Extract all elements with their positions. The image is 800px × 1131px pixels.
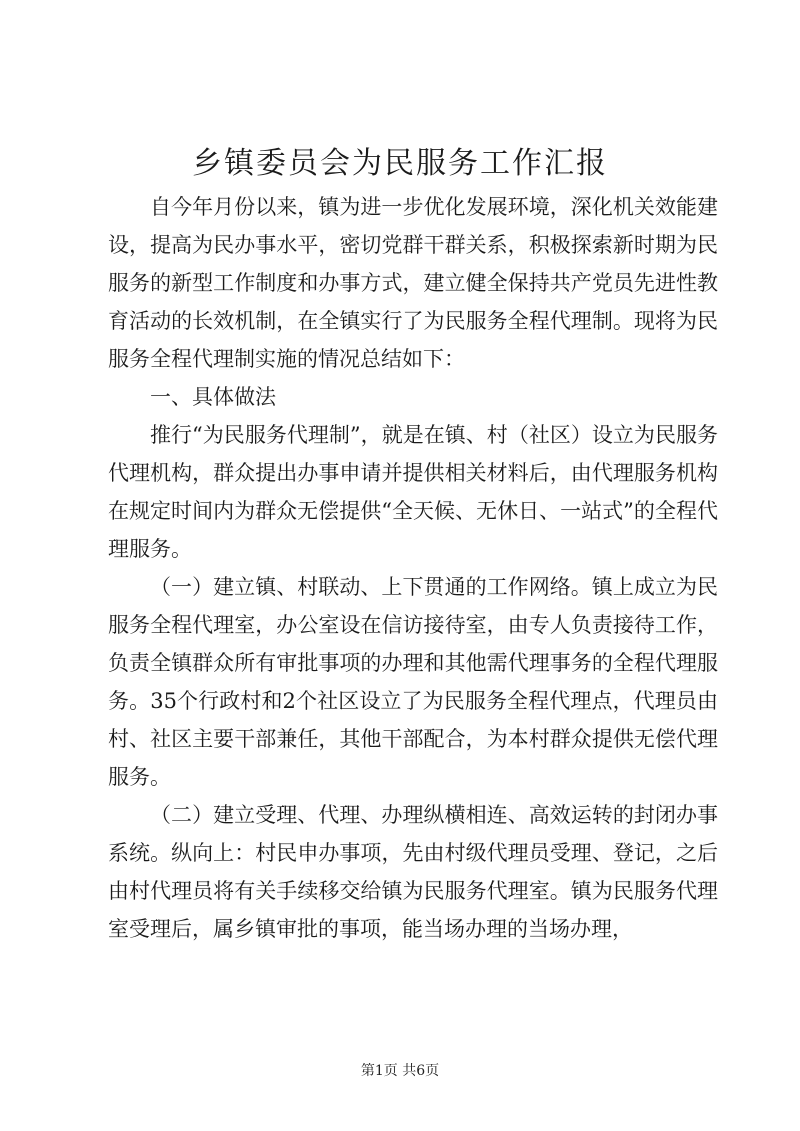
document-title: 乡镇委员会为民服务工作汇报	[192, 146, 608, 181]
document-body	[108, 188, 718, 948]
paragraph-item-2: （二）建立受理、代理、办理纵横相连、高效运转的封闭办事系统。纵向上：村民申办事项，先由村级代理员受理、登记，之后由村代理员将有关手续移交给镇为民服务代理室。镇为民服务代理室受理后，属乡镇审批的事项，能当场办理的当场办理，	[108, 803, 718, 941]
paragraph-intro: 自今年月份以来，镇为进一步优化发展环境，深化机关效能建设，提高为民办事水平，密切党群干群关系，积极探索新时期为民服务的新型工作制度和办事方式，建立健全保持共产党员先进性教育活动的长效机制，在全镇实行了为民服务全程代理制。现将为民服务全程代理制实施的情况总结如下：	[108, 195, 718, 371]
paragraph-item-1: （一）建立镇、村联动、上下贯通的工作网络。镇上成立为民服务全程代理室，办公室设在信访接待室，由专人负责接待工作，负责全镇群众所有审批事项的办理和其他需代理事务的全程代理服务。35个行政村和2个社区设立了为民服务全程代理点，代理员由村、社区主要干部兼任，其他干部配合，为本村群众提供无偿代理服务。	[108, 575, 718, 789]
paragraph-definition: 推行“为民服务代理制”，就是在镇、村（社区）设立为民服务代理机构，群众提出办事申请并提供相关材料后，由代理服务机构在规定时间内为群众无偿提供“全天候、无休日、一站式”的全程代理服务。	[108, 423, 718, 561]
section-heading: 一、具体做法	[150, 385, 276, 409]
page-number-footer: 第1页 共6页	[360, 1063, 440, 1079]
